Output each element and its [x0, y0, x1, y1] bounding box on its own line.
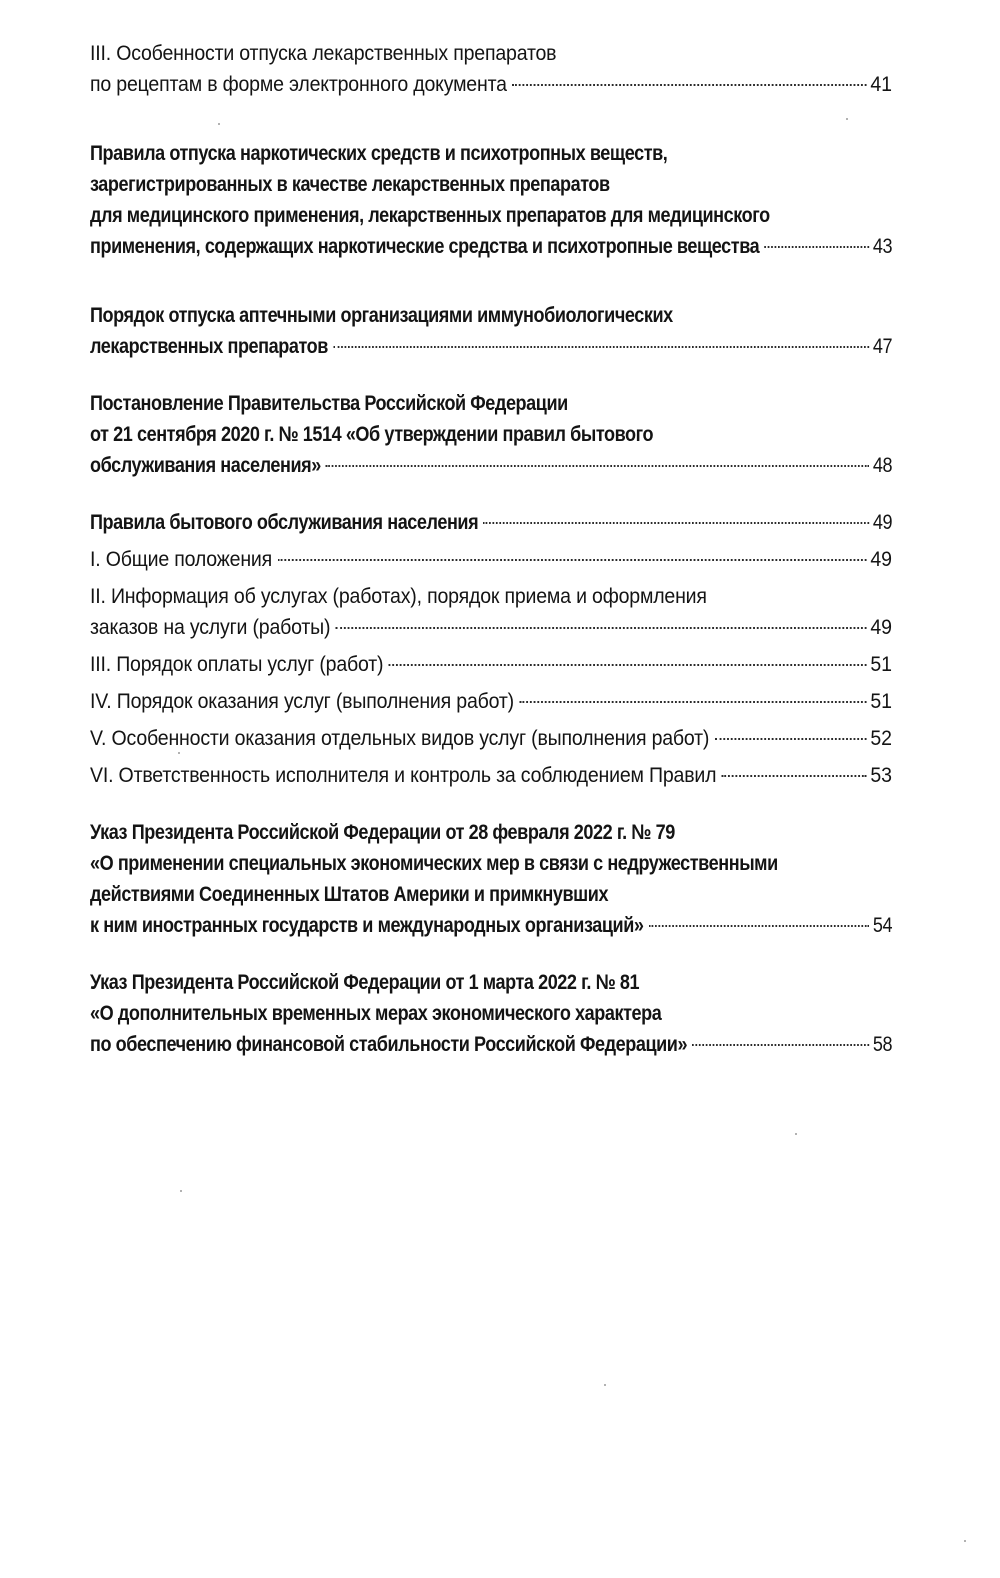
dot-leader: [692, 1044, 869, 1046]
paper-speck: [795, 1133, 797, 1135]
toc-entry-text: Правила отпуска наркотических средств и психотропных веществ,: [90, 142, 668, 165]
dot-leader: [333, 346, 869, 348]
paper-speck: [218, 123, 220, 125]
toc-entry[interactable]: [90, 544, 892, 575]
toc-entry[interactable]: [90, 38, 892, 100]
toc-entry-text: от 21 сентября 2020 г. № 1514 «Об утверждении правил бытового: [90, 423, 654, 446]
toc-entry-text: Правила бытового обслуживания населения: [90, 511, 479, 534]
page-number: 49: [872, 511, 893, 534]
toc-entry[interactable]: [90, 817, 892, 941]
toc-entry-text: III. Порядок оплаты услуг (работ): [90, 653, 384, 676]
toc-entry[interactable]: [90, 507, 892, 538]
paper-speck: [180, 1190, 182, 1192]
dot-leader: [389, 664, 867, 666]
dot-leader: [649, 925, 870, 927]
toc-entry-text: «О применении специальных экономических мер в связи с недружественными: [90, 852, 778, 875]
paper-speck: [964, 1540, 966, 1542]
page-number: 43: [872, 235, 893, 258]
dot-leader: [722, 775, 867, 777]
page-number: 51: [870, 690, 892, 713]
toc-entry-text: зарегистрированных в качестве лекарственных препаратов: [90, 173, 610, 196]
toc-entry[interactable]: [90, 388, 892, 481]
toc-entry[interactable]: [90, 138, 892, 262]
toc-entry[interactable]: [90, 967, 892, 1060]
toc-entry-text: Постановление Правительства Российской Федерации: [90, 392, 568, 415]
toc-entry-text: к ним иностранных государств и международных организаций»: [90, 914, 644, 937]
toc-entry[interactable]: [90, 760, 892, 791]
toc-entry-text: VI. Ответственность исполнителя и контроль за соблюдением Правил: [90, 764, 717, 787]
page-number: 49: [870, 616, 892, 639]
paper-speck: [178, 752, 180, 754]
dot-leader: [278, 559, 867, 561]
dot-leader: [326, 465, 869, 467]
toc-entry-text: I. Общие положения: [90, 548, 273, 571]
dot-leader: [336, 627, 867, 629]
table-of-contents: [90, 38, 892, 1060]
page-number: 51: [870, 653, 892, 676]
dot-leader: [483, 522, 869, 524]
page-number: 52: [870, 727, 892, 750]
dot-leader: [715, 738, 867, 740]
toc-entry-text: II. Информация об услугах (работах), порядок приема и оформления: [90, 585, 707, 608]
toc-entry-text: III. Особенности отпуска лекарственных препаратов: [90, 42, 557, 65]
toc-entry-text: Указ Президента Российской Федерации от 28 февраля 2022 г. № 79: [90, 821, 675, 844]
paper-speck: [604, 1384, 606, 1386]
page-number: 48: [872, 454, 893, 477]
toc-entry-text: «О дополнительных временных мерах экономического характера: [90, 1002, 662, 1025]
toc-entry-text: IV. Порядок оказания услуг (выполнения работ): [90, 690, 514, 713]
toc-entry-text: для медицинского применения, лекарственных препаратов для медицинского: [90, 204, 770, 227]
dot-leader: [520, 701, 867, 703]
toc-entry-text: заказов на услуги (работы): [90, 616, 331, 639]
toc-entry-text: действиями Соединенных Штатов Америки и примкнувших: [90, 883, 609, 906]
page-number: 41: [870, 73, 892, 96]
toc-entry[interactable]: [90, 581, 892, 643]
toc-entry-text: по обеспечению финансовой стабильности Российской Федерации»: [90, 1033, 688, 1056]
toc-entry[interactable]: [90, 686, 892, 717]
page-number: 58: [872, 1033, 893, 1056]
toc-entry-text: применения, содержащих наркотические средства и психотропные вещества: [90, 235, 760, 258]
toc-entry-text: лекарственных препаратов: [90, 335, 328, 358]
toc-entry[interactable]: [90, 723, 892, 754]
toc-entry[interactable]: [90, 300, 892, 362]
dot-leader: [512, 84, 866, 86]
paper-speck: [846, 118, 848, 120]
page-number: 49: [870, 548, 892, 571]
page-number: 47: [872, 335, 893, 358]
toc-entry[interactable]: [90, 649, 892, 680]
toc-entry-text: Порядок отпуска аптечными организациями иммунобиологических: [90, 304, 673, 327]
toc-entry-text: обслуживания населения»: [90, 454, 321, 477]
page-number: 54: [872, 914, 893, 937]
toc-entry-text: Указ Президента Российской Федерации от 1 марта 2022 г. № 81: [90, 971, 640, 994]
toc-entry-text: по рецептам в форме электронного документа: [90, 73, 507, 96]
toc-entry-text: V. Особенности оказания отдельных видов услуг (выполнения работ): [90, 727, 710, 750]
dot-leader: [764, 246, 869, 248]
page-number: 53: [870, 764, 892, 787]
